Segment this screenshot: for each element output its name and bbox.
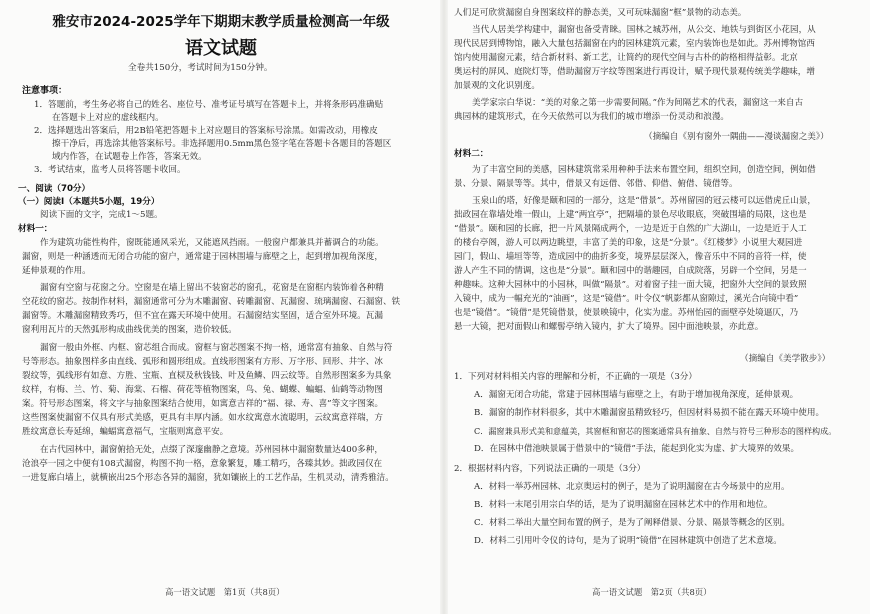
body-line: 馆内使用漏窗元素，结合新材料、新工艺，让简约的现代空间与古朴的韵格相得益彰。北京	[454, 53, 798, 63]
body-line: 也是“镜借”。“镜借”是凭镜借景，使景映镜中，化实为虚。苏州怡园的面壁亭处境逼仄，乃	[454, 308, 799, 318]
page-footer: 高一语文试题 第1页（共8页）	[165, 587, 285, 597]
notice-line: 1．答题前，考生务必将自己的姓名、座位号、准考证号填写在答题卡上，并将条形码准确贴	[34, 100, 384, 110]
body-line: 玉泉山的塔，好像是颐和园的一部分，这是“借景”。苏州留园的冠云楼可以远借虎丘山景，	[472, 196, 816, 206]
body-line: 漏窗一般由外框、内框、窗芯组合而成。窗框与窗芯图案不拘一格，通常富有抽象、自然与符	[40, 343, 393, 353]
body-line: 案。符号形态图案，将文字与抽象图案结合使用，如寓意吉祥的“福、禄、寿、喜”等文字图案。	[22, 399, 384, 409]
body-line: 漏窗，则是一种涵透而无闭合功能的窗户，通常建于园林围墙与廊壁之上，起到增加视角深度，	[22, 252, 383, 262]
body-line: 美学家宗白华说：“美的对象之第一步需要间隔。”作为间隔艺术的代表，漏窗这一来自古	[472, 98, 804, 108]
body-line: 这些图案使漏窗不仅具有形式美感，更具有丰厚内涵。如水纹寓意水流聪明，云纹寓意祥瑞，方	[22, 413, 383, 423]
body-line: 奥运村的屏风、庭院灯等，借助漏窗万字纹等图案进行再设计，赋予现代景观传统美学趣味，增	[454, 67, 815, 77]
body-line: 一进复廊白墙上，就横嵌出25个形态各异的漏窗，犹如镶嵌上的工艺作品，生机灵动，清秀雅洁。	[22, 473, 394, 483]
notice-line: 在答题卡上对应的虚线框内。	[52, 113, 164, 123]
instruction: 阅读下面的文字，完成1～5题。	[40, 210, 163, 220]
body-line: 纹样，有梅、兰、竹、菊、海棠、石榴、荷花等植物图案，鸟、兔、蝴蝶、蝙蝠、仙鹤等动物图	[22, 385, 383, 395]
page-footer: 高一语文试题 第2页（共8页）	[592, 587, 712, 597]
answer-option: B．材料一末尾引用宗白华的话，是为了说明漏窗在园林艺术中的作用和地位。	[474, 500, 773, 510]
body-line: 作为建筑功能性构件，窗既能通风采光，又能遮风挡雨。一般窗户都兼具并蓄调合的功能。	[40, 238, 384, 248]
body-line: “借景”。颐和园的长廊，把一片风景隔成两个，一边是近于自然的广大湖山，一边是近于人工	[454, 224, 807, 234]
body-line: 入镜中，成为一幅充光的“油画”，这是“镜借”。叶令仪“帆影都从窗隙过，溪光合向镜中看”	[454, 294, 799, 304]
body-line: 在古代园林中，漏窗俯拾无处，点缀了深邃幽静之意境。苏州园林中漏窗数量达400多种，	[40, 445, 383, 455]
notice-line: 2．选择题选出答案后，用2B铅笔把答题卡上对应题目的答案标号涂黑。如需改动，用橡皮	[34, 126, 378, 136]
question-stem: 1．下列对材料相关内容的理解和分析，不正确的一项是（3分）	[454, 372, 697, 382]
body-line: 空花纹的窗芯。按制作材料，漏窗通常可分为木雕漏窗、砖雕漏窗、瓦漏窗、琉璃漏窗、石漏窗、铁	[22, 297, 401, 307]
body-line: 胜纹寓意长寿延绵，蝙蝠寓意福气，宝瓶则寓意平安。	[22, 427, 229, 437]
body-line: 游人产生不同的情调，这也是“分景”。颐和园中的谐趣园，自成院落，另辟一个空间，另是一	[454, 266, 807, 276]
body-line: 典园林的建筑形式，在今天依然可以为我们的城市增添一份灵动和浪漫。	[454, 112, 730, 122]
answer-option: C．材料二举出大量空间布置的例子，是为了阐释借景、分景、隔景等概念的区别。	[474, 518, 790, 528]
body-line: 为了丰富空间的美感，园林建筑常采用种种手法来布置空间，组织空间，创造空间，例如借	[472, 165, 816, 175]
notice-line: 域内作答，在试题卷上作答，答案无效。	[52, 152, 207, 162]
body-line: 人们足可欣赏漏窗自身图案纹样的静态美，又可玩味漏窗“框”景物的动态美。	[454, 8, 747, 18]
source-citation: （摘编自《别有窗外一隅曲——漫谈漏窗之美》）	[644, 132, 829, 142]
body-line: 的楼台亭阁，游人可以两边眺望，丰富了美的印象，这是“分景”。《红楼梦》小说里大观园进	[454, 238, 803, 248]
body-line: 当代人居美学构建中，漏窗也备受青睐。国林之城苏州，从公交、地铁与到街区小花园，从	[472, 25, 816, 35]
answer-option: A．材料一举苏州园林、北京奥运村的例子，是为了说明漏窗在古今场景中的应用。	[474, 482, 790, 492]
body-line: 漏窗等。木雕漏窗精致秀巧，但不宜在露天环境中使用。石漏窗结实坚固，适合室外环境。瓦漏	[22, 311, 383, 321]
body-line: 景、分景、隔景等等。其中，借景又有远借、邻借、仰借、俯借、镜借等。	[454, 179, 738, 189]
section-heading: 一、阅读（70分）	[18, 184, 91, 194]
body-line: 延伸景观的作用。	[22, 266, 91, 276]
notice-line: 擦干净后，再选涂其他答案标号。非选择题用0.5mm黑色签字笔在答题卡各题目的答题区	[52, 139, 392, 149]
body-line: 种趣味。这种大园林中的小园林，叫做“隔景”。对着窗子挂一面大镜，把窗外大空间的景致照	[454, 280, 807, 290]
body-line: 现代民居到博物馆，融入大量包括漏窗在内的园林建筑元素，室内装饰也是如此。苏州博物馆西	[454, 39, 815, 49]
body-line: 窗利用瓦片的天然弧形构成曲线优美的图案，造价较低。	[22, 325, 237, 335]
body-line: 园门，假山、墙垣等等，造成园中的曲折多变，境界层层深入，像音乐中不同的音符一样，使	[454, 252, 807, 262]
body-line: 裂纹等，弧线形有如意、方胜、宝瓶、直棂及秋钱钱、叶及鱼鳞、四云纹等。自然形图案多为具象	[22, 371, 392, 381]
body-line: 号等形态。抽象图样多由直线、弧形和圆形组成。直线形图案有方形、万字形、回形、井字、冰	[22, 357, 383, 367]
notice-line: 3．考试结束，监考人员将答题卡收回。	[34, 165, 186, 175]
answer-option: D．在园林中借池映景属于借景中的“镜借”手法，能起到化实为虚、扩大境界的效果。	[474, 444, 800, 454]
answer-option: D．材料二引用叶令仪的诗句，是为了说明“镜借”在园林建筑中创造了艺术意境。	[474, 536, 782, 546]
notice-heading: 注意事项：	[22, 86, 68, 96]
exam-subtitle: 语文试题	[185, 38, 257, 59]
answer-option: C．漏窗兼具形式美和意蕴美，其窗框和窗芯的图案通常具有抽象、自然与符号三种形态的图样构成。	[474, 426, 837, 436]
material-label: 材料一：	[18, 224, 53, 234]
body-line: 沧浪亭一园之中便有108式漏窗，构图不拘一格，意象繁复，雕工精巧，各臻其妙。拙政园仅在	[22, 459, 383, 469]
source-citation: （摘编自《美学散步》）	[740, 354, 831, 364]
body-line: 悬一大镜，把对面假山和螺髻亭纳入镜内，扩大了境界。园中面池映景，亦此意。	[454, 322, 764, 332]
answer-option: B．漏窗的制作材料很多，其中木雕漏窗虽精致轻巧，但因材料易损不能在露天环境中使用。	[474, 408, 825, 418]
page-divider	[440, 0, 448, 614]
score-note: 全卷共150分，考试时间为150分钟。	[128, 63, 273, 73]
answer-option: A．漏窗无闭合功能，常建于园林围墙与廊壁之上，有助于增加视角深度，延伸景观。	[474, 390, 799, 400]
question-stem: 2．根据材料内容，下列说法正确的一项是（3分）	[454, 464, 646, 474]
subsection-heading: （一）阅读Ⅰ（本题共5小题，19分）	[18, 197, 160, 207]
exam-title: 雅安市2024-2025学年下期期末教学质量检测高一年级	[52, 14, 390, 30]
body-line: 拙政园在靠墙处堆一假山，上建“两宜亭”，把隔墙的景色尽收眼底，突破围墙的局限，这也是	[454, 210, 807, 220]
page-2	[448, 0, 870, 614]
body-line: 漏窗有空窗与花窗之分。空窗是在墙上留出不装窗芯的窗孔，花窗是在窗框内装饰着各种精	[40, 283, 384, 293]
material-label: 材料二：	[454, 149, 489, 159]
body-line: 加景观的文化识别度。	[454, 81, 540, 91]
